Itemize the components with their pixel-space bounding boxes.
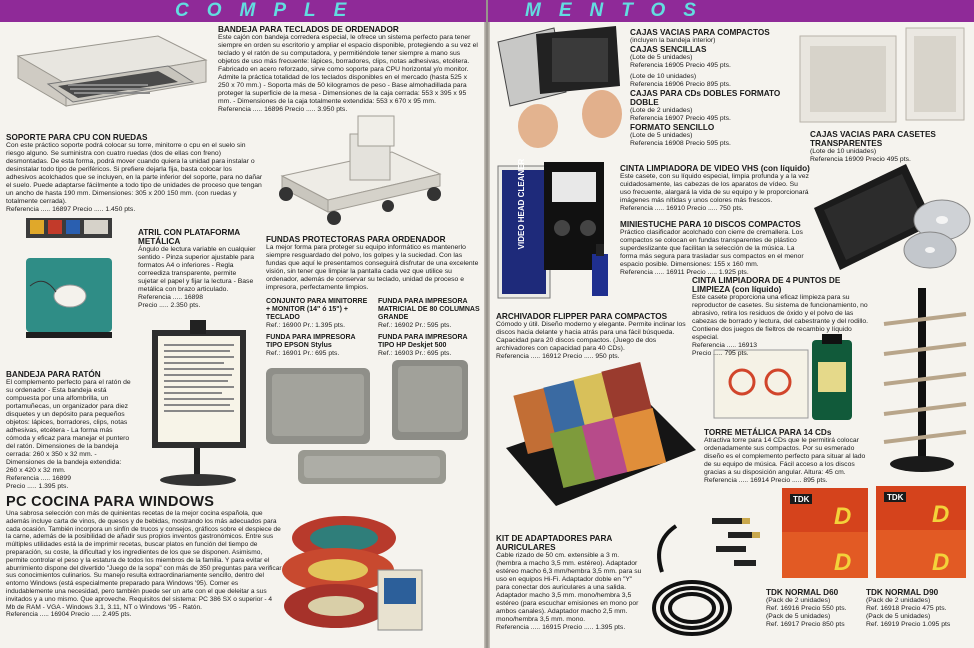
cpu-stand-image xyxy=(262,112,450,234)
keyboard-tray-title: BANDEJA PARA TECLADOS DE ORDENADOR xyxy=(218,25,399,34)
tdk-d90-block xyxy=(866,588,972,629)
vhs-cleaner-ref: Referencia ..... 16910 Precio ..... 750 pts. xyxy=(620,205,744,212)
cassette-cleaner-title: CINTA LIMPIADORA DE 4 PUNTOS DE LIMPIEZA (con líquido) xyxy=(692,276,841,294)
cassette-cases-title: CAJAS VACIAS PARA CASETES TRANSPARENTES xyxy=(810,130,936,148)
tdk-logo-text-1: TDK xyxy=(793,495,810,504)
cassette-cases-pack: (Lote de 10 unidades) xyxy=(810,148,877,155)
mouse-tray-ref: Referencia ..... 16899 xyxy=(6,475,71,482)
dust-covers-block xyxy=(266,235,480,292)
cd-cases-hands-image xyxy=(494,22,626,150)
cover-item-4 xyxy=(378,334,482,358)
cpu-stand-ref: Referencia ..... 16897 Precio ..... 1.450 pts. xyxy=(6,206,136,213)
cd-tower-block xyxy=(704,428,874,485)
tdk-d60-title: TDK NORMAL D60 xyxy=(766,588,839,597)
cassette-cases-image xyxy=(798,26,966,126)
pc-cocina-body: Una sabrosa selección con más de quinientas recetas de la mejor cocina española, que además incluye carta de vinos, de quesos y de bebidas, mostrando los más adecuados para cada ocasión. También incorpora un sinfín de trucos y consejos, gráficos sobre el despiece de la carne, además de la posibilidad de añadir sus propios inventos gastronómicos. Entre sus múltiples utilidades está la de imprimir recetas, buscar platos en función del tiempo de preparación, su coste, la dificultad y los ingredientes de los que se disponen. Asimismo, permite controlar el peso y la estatura de todos los miembros de la familia. Y para evitar el aburrimiento dispone del divertido "Juego de la sopa" con más de 350 preguntas para verificar sus conocimientos culinarios. Su manejo resulta extraordinariamente sencillo, dentro del entorno Windows (está especialmente preparado para Windows '95). Comer es indudablemente una necesidad, pero también puede ser un arte con el que deleitar a sus invitados y a uno mismo. Que aproveche. Requisitos del sistema: PC 386 SX o superior - 4 Mb de RAM - VGA - Windows 3.1, 3.11, NT o Windows '95 - Ratón. xyxy=(6,510,282,611)
tdk-d-letter-1: D xyxy=(834,503,852,530)
tdk-d60-ref1: Ref. 16916 Precio 550 pts. xyxy=(766,605,847,612)
cd-wallet-body: Práctico clasificador acolchado con cierre de cremallera. Los compactos se colocan en fundas transparentes de plástico superdeslizante que facilitan la selección de la música. La forma más segura para trasladar sus compactos en el menor espacio posible. Dimensiones: 155 x 160 mm. xyxy=(620,229,804,268)
cover-item-4-name: FUNDA PARA IMPRESORA TIPO HP Deskjet 500 xyxy=(378,334,468,349)
tdk-d90-title: TDK NORMAL D90 xyxy=(866,588,939,597)
document-holder-body: Ángulo de lectura variable en cualquier sentido - Pinza superior ajustable para formatos A4 o inferiores - Regla correediza transparente, permite sujetar el papel y fijar la lectura - Base metálica con brazo articulado. xyxy=(138,246,256,293)
keyboard-tray-image xyxy=(8,18,208,118)
cd-cases-sub: (incluyen la bandeja interior) xyxy=(630,37,716,44)
tdk-d90-pack2: (Pack de 5 unidades) xyxy=(866,613,931,620)
cover-item-3-name: FUNDA PARA IMPRESORA TIPO EPSON Stylus xyxy=(266,334,356,349)
cover-item-1 xyxy=(266,298,370,330)
vhs-cleaner-block xyxy=(620,164,810,213)
banner-text-right: MENTOS xyxy=(525,0,714,21)
tdk-cassettes-image xyxy=(780,484,970,584)
tdk-d-letter-4: D xyxy=(932,549,950,576)
cd-cases-item-1-pack: (Lote de 5 unidades) xyxy=(630,54,693,61)
cd-cases-item-3-pack: (Lote de 2 unidades) xyxy=(630,107,693,114)
cd-wallet-title: MINIESTUCHE PARA 10 DISCOS COMPACTOS xyxy=(620,220,801,229)
cd-cases-item-1-name: CAJAS SENCILLAS xyxy=(630,45,707,54)
cd-cases-item-4-name: FORMATO SENCILLO xyxy=(630,123,715,132)
cd-tower-body: Atractiva torre para 14 CDs que le permitirá colocar ordenadamente sus compactos. Por su esmerado diseño es el complemento perfecto para situar al lado de su equipo de música. Fácil acceso a los discos gracias a su disposición angular. Altura: 45 cm. xyxy=(704,437,866,476)
cd-flipper-body: Cómodo y útil. Diseño moderno y elegante. Permite inclinar los discos hacia delante y hacia atrás para una fácil búsqueda. Capacidad para 20 discos compactos. (Juego de dos archivadores con capacidad para 40 CDs). xyxy=(496,321,686,352)
cd-cases-item-3-ref: Referencia 16907 Precio 495 pts. xyxy=(630,115,731,122)
keyboard-tray-ref: Referencia ..... 16896 Precio ..... 3.950 pts. xyxy=(218,106,348,113)
tdk-d90-ref1: Ref. 16918 Precio 475 pts. xyxy=(866,605,947,612)
vhs-cleaner-title: CINTA LIMPIADORA DE VIDEO VHS (con líquido) xyxy=(620,164,810,173)
cassette-cases-block xyxy=(810,130,970,164)
pc-cocina-ref: Referencia ..... 16904 Precio ..... 2.495 pts. xyxy=(6,611,132,619)
headphone-kit-block xyxy=(496,534,646,632)
cd-cases-item-1-ref: Referencia 16905 Precio 495 pts. xyxy=(630,62,731,69)
cover-item-1-name: CONJUNTO PARA MINITORRE + MONITOR (14" ó 15") + TECLADO xyxy=(266,298,368,321)
banner-text-left: COMPLE xyxy=(175,0,365,21)
vhs-label-text: VIDEO HEAD CLEANER xyxy=(517,158,526,250)
cassette-cleaner-ref: Referencia ..... 16913 xyxy=(692,342,757,349)
document-holder-image xyxy=(136,318,256,488)
cover-item-2 xyxy=(378,298,482,330)
tdk-d60-block xyxy=(766,588,862,629)
tdk-d60-ref2: Ref. 16917 Precio 850 pts xyxy=(766,621,845,628)
pc-cocina-title: PC COCINA PARA WINDOWS xyxy=(6,494,215,510)
cassette-cases-ref: Referencia 16909 Precio 495 pts. xyxy=(810,156,911,163)
headphone-kit-body: Cable rizado de 50 cm. extensible a 3 m. (hembra a macho 3,5 mm. estéreo). Adaptador estéreo macho 6,3 mm/hembra 3,5 mm. para su uso en equipos Hi-Fi. Adaptador doble en "Y" para conectar dos auriculares a una salida. Adaptador macho 3,5 mm. mono/hembra 3,5 estéreo (para escuchar emisiones en mono por ambos canales). Adaptador macho 2,5 mm. mono/hembra 3,5 mm. mono. xyxy=(496,552,642,623)
tdk-d-letter-3: D xyxy=(834,549,852,576)
cd-tower-title: TORRE METÁLICA PARA 14 CDs xyxy=(704,428,832,437)
pc-cocina-block xyxy=(6,510,282,619)
dust-covers-image xyxy=(262,356,472,490)
tdk-logo-text-2: TDK xyxy=(887,493,904,502)
cover-item-3 xyxy=(266,334,370,358)
mouse-tray-body: El complemento perfecto para el ratón de su ordenador - Esta bandeja está compuesta por una alfombrilla, un portamuñecas, un organizador para diez disquetes y un depósito para pequeños objetos: lápices, borradores, clips, notas adhesivas, etcétera - La forma más cómoda y eficaz para manejar el puntero del ratón. Dimensiones de la bandeja cerrada: 260 x 350 x 32 mm. - Dimensiones de la bandeja extendida: 260 x 420 x 32 mm. xyxy=(6,379,131,474)
cd-cases-item-4-ref: Referencia 16908 Precio 595 pts. xyxy=(630,140,731,147)
cd-cases-item-3-name: CAJAS PARA CDs DOBLES FORMATO DOBLE xyxy=(630,89,781,107)
cd-flipper-title: ARCHIVADOR FLIPPER PARA COMPACTOS xyxy=(496,312,668,321)
document-holder-price: Precio ..... 2.350 pts. xyxy=(138,302,201,309)
cassette-cleaner-block xyxy=(692,276,874,358)
headphone-kit-ref: Referencia ..... 16915 Precio ..... 1.395 pts. xyxy=(496,624,626,631)
cover-item-1-ref: Ref.: 16900 Pr.: 1.395 pts. xyxy=(266,322,345,329)
cd-wallet-block xyxy=(620,220,812,277)
mouse-tray-title: BANDEJA PARA RATÓN xyxy=(6,370,101,379)
dust-covers-body: La mejor forma para proteger su equipo informático es mantenerlo siempre resguardado del polvo, los golpes y la suciedad. Con las fundas que aquí le presentamos conseguirá disfrutar de una excelente visión, sin tener que limpiar la pantalla cada vez que utilice su ordenador, además de conservar su teclado, unidad de proceso e impresora, perfectamente limpios. xyxy=(266,244,479,291)
cpu-stand-body: Con este práctico soporte podrá colocar su torre, minitorre o cpu en el suelo sin riesgo alguno. Se suministra con cuatro ruedas (dos de ellas con freno) desmontadas. De esta forma, podrá mover cuando quiera la unidad para instalar o desinstalar todo tipo de periféricos. Si prefiere dejarla fija, basta colocar los adhesivos acolchados que se incluyen, en la parte inferior del soporte, para no dañar el suelo. Puede adaptarse fácilmente a todo tipo de unidades de proceso que tengan un ancho de hasta 190 mm. Dimensiones: 305 x 200 150 mm. (con ruedas y totalmente cerrada). xyxy=(6,142,263,205)
headphone-adapters-image xyxy=(642,512,762,644)
cd-cases-title: CAJAS VACIAS PARA COMPACTOS xyxy=(630,28,770,37)
cassette-cleaner-body: Este casete proporciona una eficaz limpieza para su reproductor de casetes. Su sistema de funcionamiento, no abrasivo, retira los residuos de óxido y el polvo de las cabezas de borrado y lectura, del cabestrante y del rodillo. Contiene dos juegos de fieltros de recambio y líquido especial. xyxy=(692,294,869,341)
mouse-tray-block xyxy=(6,370,134,491)
cd-flipper-ref: Referencia ..... 16912 Precio ..... 950 pts. xyxy=(496,353,620,360)
cd-cases-item-2-pack: (Lote de 10 unidades) xyxy=(630,73,697,80)
cover-item-4-ref: Ref.: 16903 Pr.: 695 pts. xyxy=(378,350,452,357)
dust-covers-title: FUNDAS PROTECTORAS PARA ORDENADOR xyxy=(266,235,446,244)
cd-tower-image xyxy=(878,284,972,480)
cd-cases-item-4-pack: (Lote de 5 unidades) xyxy=(630,132,693,139)
tdk-d90-pack1: (Pack de 2 unidades) xyxy=(866,597,931,604)
tdk-d60-pack1: (Pack de 2 unidades) xyxy=(766,597,831,604)
cover-item-2-name: FUNDA PARA IMPRESORA MATRICIAL DE 80 COLUMNAS GRANDE xyxy=(378,298,480,321)
cd-flipper-block xyxy=(496,312,692,361)
document-holder-ref: Referencia ..... 16898 xyxy=(138,294,203,301)
tdk-d90-ref2: Ref. 16919 Precio 1.095 pts xyxy=(866,621,951,628)
tdk-d-letter-2: D xyxy=(932,501,950,528)
mouse-tray-price: Precio ..... 1.395 pts. xyxy=(6,483,69,490)
document-holder-title: ATRIL CON PLATAFORMA METÁLICA xyxy=(138,228,240,246)
cd-tower-ref: Referencia ..... 16914 Precio ..... 895 pts. xyxy=(704,477,828,484)
cd-flipper-image xyxy=(496,360,704,520)
headphone-kit-title: KIT DE ADAPTADORES PARA AURICULARES xyxy=(496,534,612,552)
keyboard-tray-block xyxy=(218,25,480,114)
vhs-cleaner-body: Este casete, con su líquido especial, limpia profunda y a la vez cuidadosamente, las cabezas de los aparatos de vídeo. Su uso frecuente, alargará la vida de su equipo y le proporcionará imágenes más nítidas y unos colores más frescos. xyxy=(620,173,809,204)
pc-cocina-cdrom-image xyxy=(278,510,428,642)
keyboard-tray-body: Este cajón con bandeja corredera especial, le ofrece un sistema perfecto para tener siempre en orden su escritorio y ampliar el espacio disponible, protegiendo a su vez el teclado y el ratón de su computadora, y permitiéndole tener siempre a mano sus objetos de uso más frecuente: lápices, borradores, clips, notas adhesivas, etcétera. Fabricado en acero reforzado, sirve como soporte para CPU horizontal y/o monitor. Admite la práctica totalidad de los teclados disponibles en el mercado (hasta 525 x 250 x 70 mm.) - Soporta más de 50 kilogramos de peso - Base almohadillada para proteger la superficie de la mesa - Dimensiones de la caja cerrada: 553 x 395 x 95 mm. - Dimensiones de la caja totalmente extendida: 553 x 670 x 95 mm. xyxy=(218,34,478,105)
mouse-tray-image xyxy=(20,214,118,340)
cover-item-2-ref: Ref.: 16902 Pr.: 595 pts. xyxy=(378,322,452,329)
cd-wallet-image xyxy=(810,160,974,276)
cd-cases-block xyxy=(630,28,798,148)
cassette-cleaner-price: Precio ..... 795 pts. xyxy=(692,350,749,357)
cd-cases-item-2-ref: Referencia 16906 Precio 895 pts. xyxy=(630,81,731,88)
vhs-cleaner-image xyxy=(494,158,616,302)
tdk-d60-pack2: (Pack de 5 unidades) xyxy=(766,613,831,620)
cd-wallet-ref: Referencia ..... 16911 Precio ..... 1.925 pts. xyxy=(620,269,749,276)
cpu-stand-block xyxy=(6,133,264,214)
cover-item-3-ref: Ref.: 16901 Pr.: 695 pts. xyxy=(266,350,340,357)
cpu-stand-title: SOPORTE PARA CPU CON RUEDAS xyxy=(6,133,148,142)
page-gutter xyxy=(484,0,490,648)
document-holder-block xyxy=(138,228,256,310)
